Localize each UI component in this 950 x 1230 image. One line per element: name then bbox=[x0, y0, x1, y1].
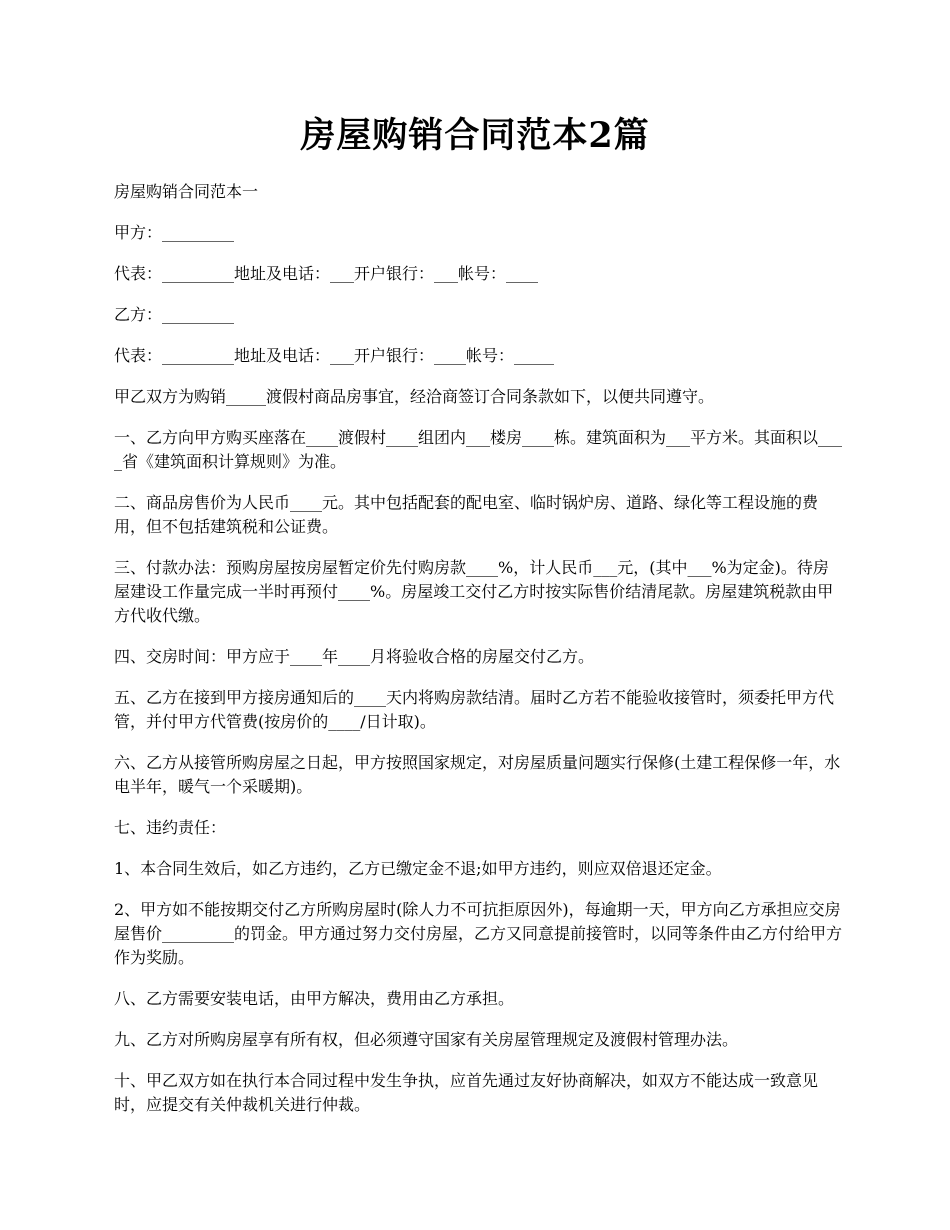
clause-8: 八、乙方需要安装电话，由甲方解决，费用由乙方承担。 bbox=[114, 989, 515, 1008]
subtitle: 房屋购销合同范本一 bbox=[114, 182, 259, 201]
clause-1: 一、乙方向甲方购买座落在____渡假村____组团内___楼房____栋。建筑面积为___平方米。其面积以____省《建筑面积计算规则》为准。 bbox=[114, 428, 843, 471]
clause-7-item-2: 2、甲方如不能按期交付乙方所购房屋时(除人力不可抗拒原因外)，每逾期一天，甲方向乙方承担应交房屋售价_________的罚金。甲方通过努力交付房屋，乙方又同意提前接管时，以同等条件由乙方付给甲方作为奖励。 bbox=[114, 900, 843, 967]
clause-5: 五、乙方在接到甲方接房通知后的____天内将购房款结清。届时乙方若不能验收接管时，须委托甲方代管，并付甲方代管费(按房价的____/日计取)。 bbox=[114, 688, 835, 731]
party-b-line: 乙方：_________ bbox=[114, 305, 235, 324]
clause-3: 三、付款办法：预购房屋按房屋暂定价先付购房款____%，计人民币___元，(其中___%为定金)。待房屋建设工作量完成一半时再预付____%。房屋竣工交付乙方时按实际售价结清尾款。房屋建筑税款由甲方代收代缴。 bbox=[114, 558, 834, 625]
clause-6: 六、乙方从接管所购房屋之日起，甲方按照国家规定，对房屋质量问题实行保修(土建工程保修一年，水电半年，暖气一个采暖期)。 bbox=[114, 753, 841, 796]
clause-10: 十、甲乙双方如在执行本合同过程中发生争执，应首先通过友好协商解决，如双方不能达成一致意见时，应提交有关仲裁机关进行仲裁。 bbox=[114, 1071, 819, 1114]
clause-7-item-1: 1、本合同生效后，如乙方违约，乙方已缴定金不退;如甲方违约，则应双倍退还定金。 bbox=[114, 859, 722, 878]
clause-4: 四、交房时间：甲方应于____年____月将验收合格的房屋交付乙方。 bbox=[114, 647, 595, 666]
party-b-representative-line: 代表：_________地址及电话：___开户银行：____帐号：_____ bbox=[114, 346, 555, 365]
party-a-representative-line: 代表：_________地址及电话：___开户银行：___帐号：____ bbox=[114, 264, 539, 283]
preamble-paragraph: 甲乙双方为购销_____渡假村商品房事宜，经洽商签订合同条款如下，以便共同遵守。 bbox=[114, 387, 715, 406]
party-a-line: 甲方：_________ bbox=[114, 223, 235, 242]
clause-9: 九、乙方对所购房屋享有所有权，但必须遵守国家有关房屋管理规定及渡假村管理办法。 bbox=[114, 1030, 739, 1049]
document-title: 房屋购销合同范本2篇 bbox=[300, 115, 650, 156]
clause-2: 二、商品房售价为人民币____元。其中包括配套的配电室、临时锅炉房、道路、绿化等工程设施的费用，但不包括建筑税和公证费。 bbox=[114, 493, 819, 536]
document-body bbox=[114, 180, 844, 1134]
clause-7-heading: 七、违约责任： bbox=[114, 818, 227, 837]
